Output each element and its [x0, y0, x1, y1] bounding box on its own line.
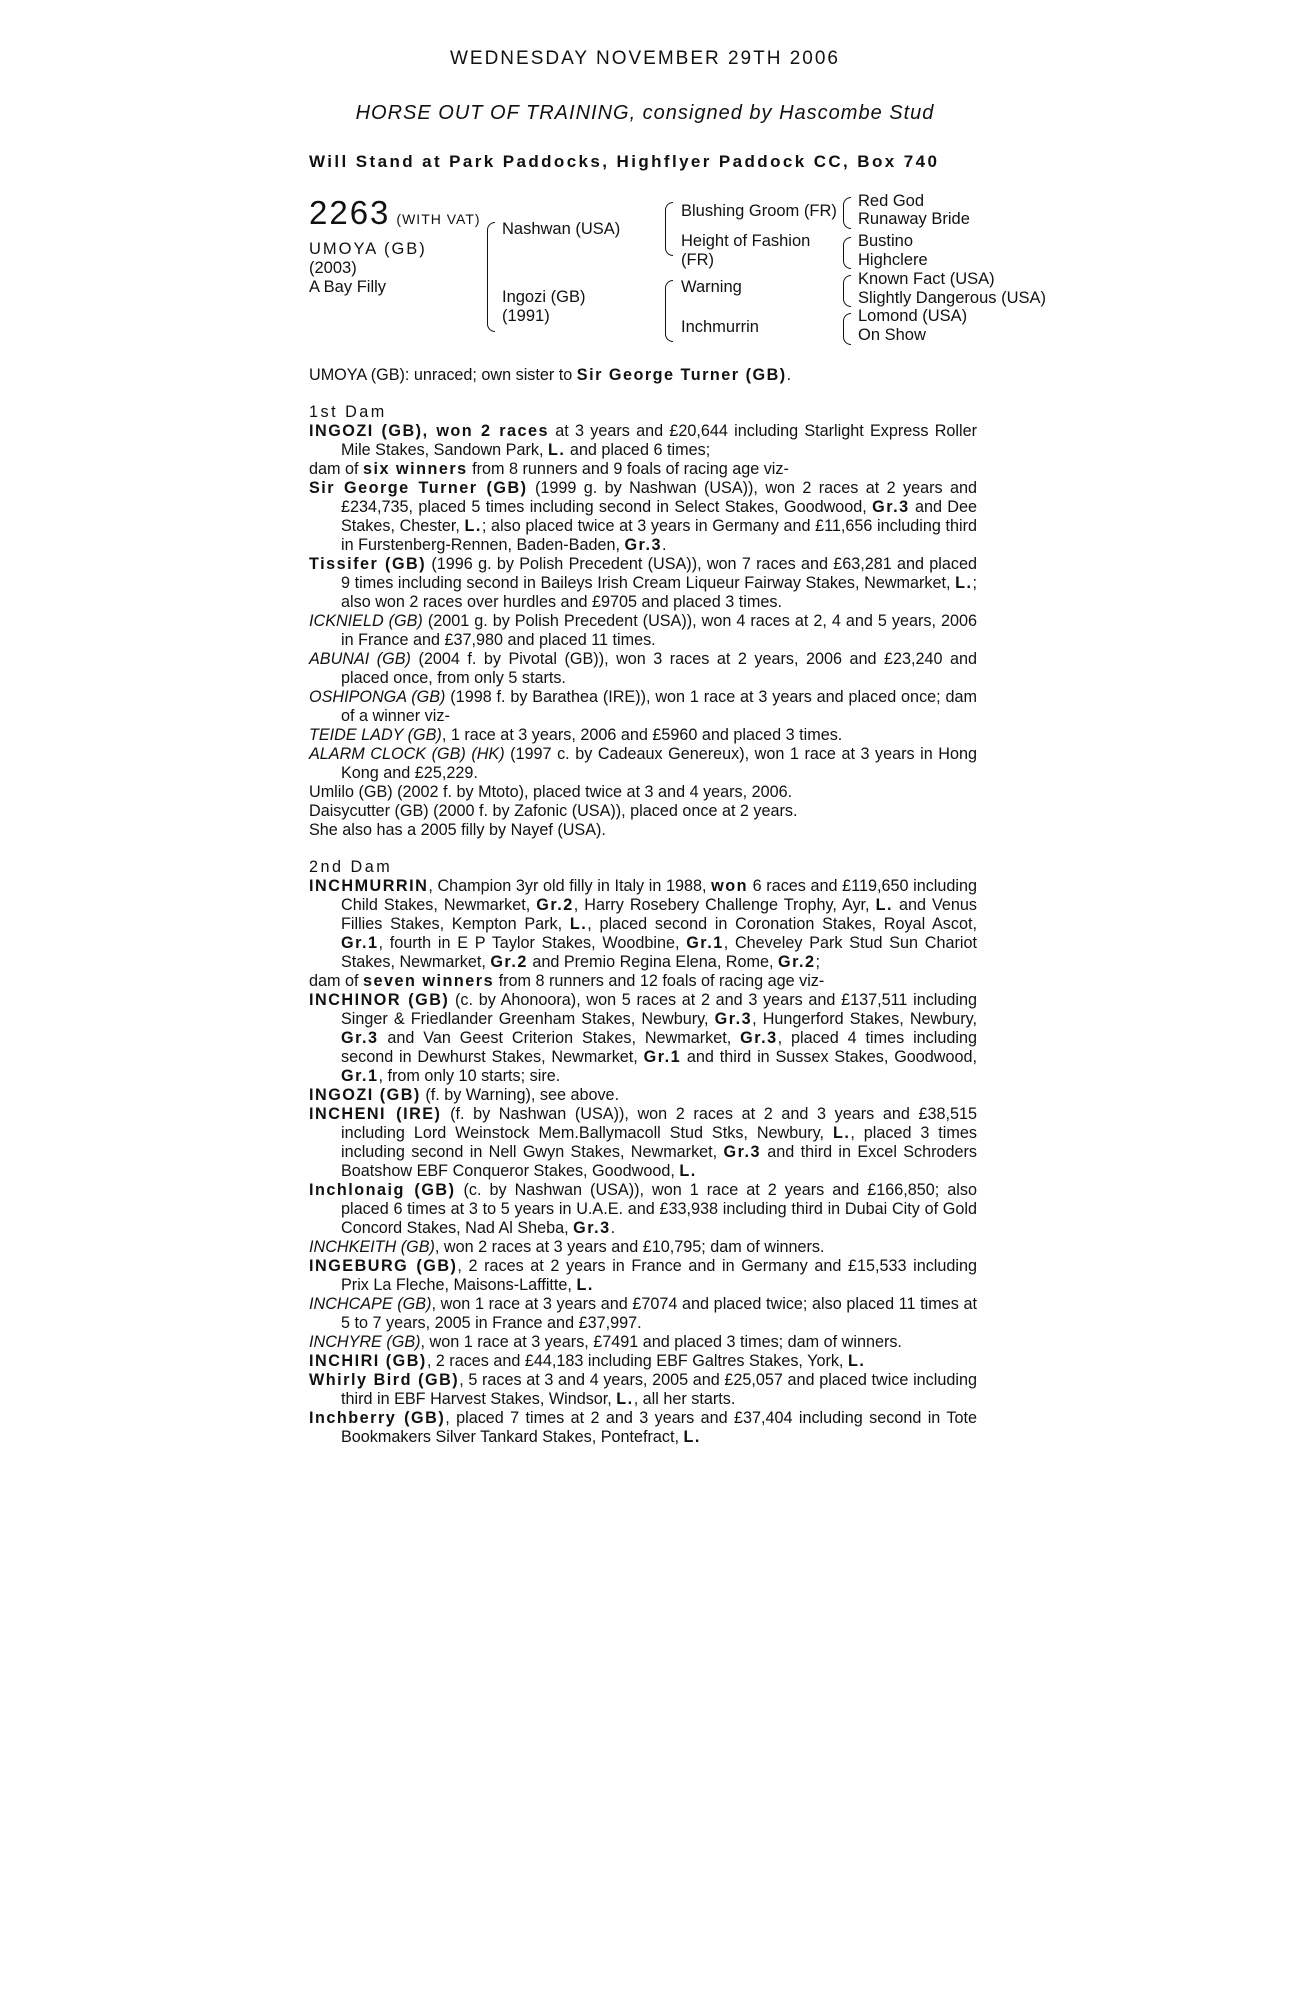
record-text: , Harry Rosebery Challenge Trophy, Ayr,	[573, 896, 876, 914]
pedigree-ggp-3: Bustino	[858, 232, 914, 250]
consignment-line: HORSE OUT OF TRAINING, consigned by Hascombe Stud	[355, 102, 935, 124]
first-dam-produce-line	[309, 460, 977, 479]
record-text: and Premio Regina Elena, Rome,	[527, 953, 778, 971]
first-dam-won: , won 2 races	[422, 422, 550, 440]
progeny-text: .	[610, 1219, 616, 1237]
progeny-name: INGEBURG (GB)	[309, 1257, 458, 1275]
progeny-text: and third in Excel Schroders Boatshow EBF Conqueror Stakes, Goodwood,	[341, 1143, 977, 1180]
group-mark: Gr.3	[740, 1029, 778, 1047]
second-dam-name: INCHMURRIN	[309, 877, 429, 895]
brace-ggp-4	[843, 313, 851, 345]
list-item	[309, 1352, 977, 1371]
summary-end: .	[786, 366, 792, 384]
dam-of-rest: from 8 runners and 12 foals of racing age viz-	[494, 972, 825, 990]
horse-year: (2003)	[309, 259, 357, 277]
second-dam-heading: 2nd Dam	[309, 858, 393, 876]
progeny-text: and Dee Stakes, Chester,	[341, 498, 977, 535]
listed-mark: L.	[832, 1124, 851, 1142]
stand-location: Will Stand at Park Paddocks, Highflyer Paddock CC, Box 740	[309, 152, 940, 171]
progeny-name: INCHENI (IRE)	[309, 1105, 442, 1123]
listed-mark: L.	[616, 1390, 634, 1408]
progeny-name: Whirly Bird (GB)	[309, 1371, 460, 1389]
listed-mark: L.	[464, 517, 482, 535]
progeny-name: INCHKEITH (GB)	[309, 1238, 435, 1256]
list-item	[309, 479, 977, 555]
group-mark: Gr.1	[686, 934, 724, 952]
pedigree-ggp-2: Runaway Bride	[858, 210, 970, 228]
first-dam-name: INGOZI (GB)	[309, 422, 423, 440]
dam-of: dam of	[309, 972, 363, 990]
record-text: , Cheveley Park Stud Sun Chariot Stakes, Newmarket,	[341, 934, 977, 971]
also-has-line: She also has a 2005 filly by Nayef (USA).	[309, 821, 606, 839]
first-dam-record	[309, 422, 977, 460]
brace-sire-line	[665, 202, 673, 256]
list-item	[309, 1257, 977, 1295]
group-mark: Gr.3	[624, 536, 662, 554]
pedigree-ggp-1: Red God	[858, 192, 925, 210]
list-item	[309, 726, 977, 745]
progeny-text: (c. by Nashwan (USA)), won 1 race at 2 years and £166,850; also placed 6 times at 3 to 5 years in U.A.E. and £33,938 including third in Dubai City of Gold Concord Stakes, Nad Al Sheba,	[341, 1181, 977, 1237]
record-text: ;	[815, 953, 820, 971]
first-dam-heading: 1st Dam	[309, 403, 387, 421]
group-mark: Gr.3	[573, 1219, 611, 1237]
list-item	[309, 1238, 977, 1257]
group-mark: Gr.1	[341, 934, 379, 952]
pedigree-ggp-4: Highclere	[858, 251, 928, 269]
list-item	[309, 1409, 977, 1447]
progeny-text: (1996 g. by Polish Precedent (USA)), won 7 races and £63,281 and placed 9 times including second in Baileys Irish Cream Liqueur Fairway Stakes, Newmarket,	[341, 555, 977, 592]
group-mark: Gr.3	[341, 1029, 379, 1047]
pedigree-sire-dam-country: (FR)	[681, 251, 714, 269]
progeny-text: , 5 races at 3 and 4 years, 2005 and £25,057 and placed twice including third in EBF Harvest Stakes, Windsor,	[341, 1371, 977, 1408]
list-item	[309, 991, 977, 1086]
progeny-text: and third in Sussex Stakes, Goodwood,	[681, 1048, 977, 1066]
pedigree-dam-sire: Warning	[681, 278, 742, 296]
sale-date: WEDNESDAY NOVEMBER 29TH 2006	[449, 48, 840, 69]
progeny-text: ; also placed twice at 3 years in Germany and £11,656 including third in Furstenberg-Rennen, Baden-Baden,	[341, 517, 977, 554]
won-mark: won	[711, 877, 749, 895]
listed-mark: L.	[679, 1162, 697, 1180]
lot-header	[309, 194, 481, 232]
horse-details	[309, 240, 427, 297]
group-mark: Gr.3	[872, 498, 910, 516]
pedigree-dam: Ingozi (GB)	[502, 288, 586, 306]
listed-mark: L.	[955, 574, 973, 592]
winners-count: six winners	[363, 460, 468, 478]
progeny-text: (1997 c. by Cadeaux Genereux), won 1 race at 3 years in Hong Kong and £25,229.	[341, 745, 977, 782]
list-item	[309, 1295, 977, 1333]
list-item	[309, 1371, 977, 1409]
progeny-text: (1999 g. by Nashwan (USA)), won 2 races at 2 years and £234,735, placed 5 times including second in Select Stakes, Goodwood,	[341, 479, 978, 516]
list-item	[309, 1086, 977, 1105]
pedigree-ggp-7: Lomond (USA)	[858, 307, 968, 325]
list-item	[309, 1105, 977, 1181]
progeny-name: ALARM CLOCK (GB) (HK)	[309, 745, 505, 763]
group-mark: Gr.2	[536, 896, 574, 914]
first-dam-text: at 3 years and £20,644 including Starlight Express Roller Mile Stakes, Sandown Park,	[341, 422, 977, 459]
record-text: 6 races and £119,650 including Child Stakes, Newmarket,	[341, 877, 977, 914]
progeny-text: , won 1 race at 3 years, £7491 and placed 3 times; dam of winners.	[420, 1333, 902, 1351]
progeny-text: (2001 g. by Polish Precedent (USA)), won 4 races at 2, 4 and 5 years, 2006 in France and £37,980 and placed 11 times.	[341, 612, 977, 649]
brace-ggp-3	[843, 275, 851, 307]
brace-dam-line	[665, 280, 673, 342]
list-item	[309, 1333, 977, 1352]
pedigree-sire: Nashwan (USA)	[502, 220, 621, 238]
pedigree-dam-year: (1991)	[502, 307, 550, 325]
group-mark: Gr.1	[341, 1067, 379, 1085]
list-item: Daisycutter (GB) (2000 f. by Zafonic (USA)), placed once at 2 years.	[309, 802, 798, 820]
group-mark: Gr.3	[723, 1143, 761, 1161]
first-dam-section	[309, 403, 977, 840]
progeny-name: INGOZI (GB)	[309, 1086, 421, 1104]
progeny-text: ; also won 2 races over hurdles and £9705 and placed 3 times.	[341, 574, 977, 611]
group-mark: Gr.2	[777, 953, 816, 971]
pedigree-ggp-8: On Show	[858, 326, 926, 344]
progeny-name: Tissifer (GB)	[309, 555, 427, 573]
pedigree-sire-dam: Height of Fashion	[681, 232, 811, 250]
group-mark: Gr.3	[714, 1010, 753, 1028]
group-mark: Gr.2	[490, 953, 528, 971]
brace-ggp-2	[843, 237, 851, 269]
second-dam-section	[309, 858, 977, 1447]
progeny-name: ICKNIELD (GB)	[309, 612, 423, 630]
progeny-text: (c. by Ahonoora), won 5 races at 2 and 3 years and £137,511 including Singer & Friedlander Greenham Stakes, Newbury,	[341, 991, 977, 1028]
progeny-text: (1998 f. by Barathea (IRE)), won 1 race at 3 years and placed once; dam of a winner viz-	[341, 688, 977, 725]
record-text: , placed second in Coronation Stakes, Royal Ascot,	[587, 915, 977, 933]
progeny-text: , Hungerford Stakes, Newbury,	[752, 1010, 977, 1028]
progeny-text: (2004 f. by Pivotal (GB)), won 3 races at 2 years, 2006 and £23,240 and placed once, from only 5 starts.	[341, 650, 978, 687]
list-item	[309, 688, 977, 726]
summary-text: UMOYA (GB): unraced; own sister to	[309, 366, 577, 384]
progeny-name: INCHYRE (GB)	[309, 1333, 421, 1351]
progeny-text: , won 1 race at 3 years and £7074 and placed twice; also placed 11 times at 5 to 7 years, 2005 in France and £37,997.	[341, 1295, 977, 1332]
progeny-text: , 2 races at 2 years in France and in Germany and £15,533 including Prix La Fleche, Maisons-Laffitte,	[341, 1257, 977, 1294]
record-text: and Venus Fillies Stakes, Kempton Park,	[341, 896, 977, 933]
progeny-name: OSHIPONGA (GB)	[309, 688, 446, 706]
summary-own-sister: Sir George Turner (GB)	[576, 366, 787, 384]
horse-description: A Bay Filly	[309, 278, 387, 296]
dam-of: dam of	[309, 460, 363, 478]
list-item	[309, 650, 977, 688]
progeny-text: , all her starts.	[633, 1390, 736, 1408]
progeny-text: , from only 10 starts; sire.	[378, 1067, 561, 1085]
brace-parents	[487, 222, 495, 332]
progeny-text: (f. by Warning), see above.	[420, 1086, 620, 1104]
dam-of-rest: from 8 runners and 9 foals of racing age viz-	[467, 460, 789, 478]
progeny-name: TEIDE LADY (GB)	[309, 726, 442, 744]
listed-mark: L.	[683, 1428, 701, 1446]
progeny-text: and Van Geest Criterion Stakes, Newmarket,	[378, 1029, 741, 1047]
first-dam-text-2: and placed 6 times;	[565, 441, 711, 459]
second-dam-record	[309, 877, 977, 972]
list-item	[309, 745, 977, 783]
winners-count: seven winners	[363, 972, 495, 990]
listed-mark: L.	[576, 1276, 594, 1294]
progeny-text: , won 2 races at 3 years and £10,795; dam of winners.	[434, 1238, 825, 1256]
progeny-text: , 1 race at 3 years, 2006 and £5960 and placed 3 times.	[441, 726, 843, 744]
pedigree-dam-dam: Inchmurrin	[681, 318, 759, 336]
progeny-name: INCHIRI (GB)	[309, 1352, 427, 1370]
progeny-name: Sir George Turner (GB)	[309, 479, 528, 497]
progeny-text: , placed 3 times including second in Nell Gwyn Stakes, Newmarket,	[341, 1124, 977, 1161]
pedigree-sire-sire: Blushing Groom (FR)	[681, 202, 837, 220]
list-item	[309, 612, 977, 650]
listed-mark: L.	[875, 896, 893, 914]
progeny-name: INCHINOR (GB)	[309, 991, 450, 1009]
record-text: , fourth in E P Taylor Stakes, Woodbine,	[378, 934, 687, 952]
horse-name: UMOYA (GB)	[309, 240, 427, 258]
vat-note: (WITH VAT)	[396, 211, 481, 227]
list-item	[309, 1181, 977, 1238]
list-item: Umlilo (GB) (2002 f. by Mtoto), placed twice at 3 and 4 years, 2006.	[309, 783, 793, 801]
progeny-text: , placed 7 times at 2 and 3 years and £37,404 including second in Tote Bookmakers Silver Tankard Stakes, Pontefract,	[341, 1409, 977, 1446]
progeny-name: Inchlonaig (GB)	[309, 1181, 456, 1199]
brace-ggp-1	[843, 197, 851, 229]
listed-mark: L.	[547, 441, 566, 459]
progeny-text: , 2 races and £44,183 including EBF Galtres Stakes, York,	[426, 1352, 848, 1370]
progeny-name: Inchberry (GB)	[309, 1409, 446, 1427]
lot-number: 2263	[309, 194, 391, 231]
listed-mark: L.	[847, 1352, 866, 1370]
progeny-text: .	[661, 536, 667, 554]
pedigree-ggp-6: Slightly Dangerous (USA)	[858, 289, 1046, 307]
list-item	[309, 555, 977, 612]
record-text: , Champion 3yr old filly in Italy in 1988,	[428, 877, 712, 895]
progeny-name: ABUNAI (GB)	[309, 650, 411, 668]
second-dam-produce-line	[309, 972, 977, 991]
progeny-text: , placed 4 times including second in Dewhurst Stakes, Newmarket,	[341, 1029, 977, 1066]
progeny-text: (f. by Nashwan (USA)), won 2 races at 2 and 3 years and £38,515 including Lord Weinstock Mem.Ballymacoll Stud Stks, Newbury,	[341, 1105, 977, 1142]
listed-mark: L.	[569, 915, 588, 933]
group-mark: Gr.1	[643, 1048, 682, 1066]
summary-line	[309, 366, 977, 385]
pedigree-ggp-5: Known Fact (USA)	[858, 270, 995, 288]
progeny-name: INCHCAPE (GB)	[309, 1295, 432, 1313]
